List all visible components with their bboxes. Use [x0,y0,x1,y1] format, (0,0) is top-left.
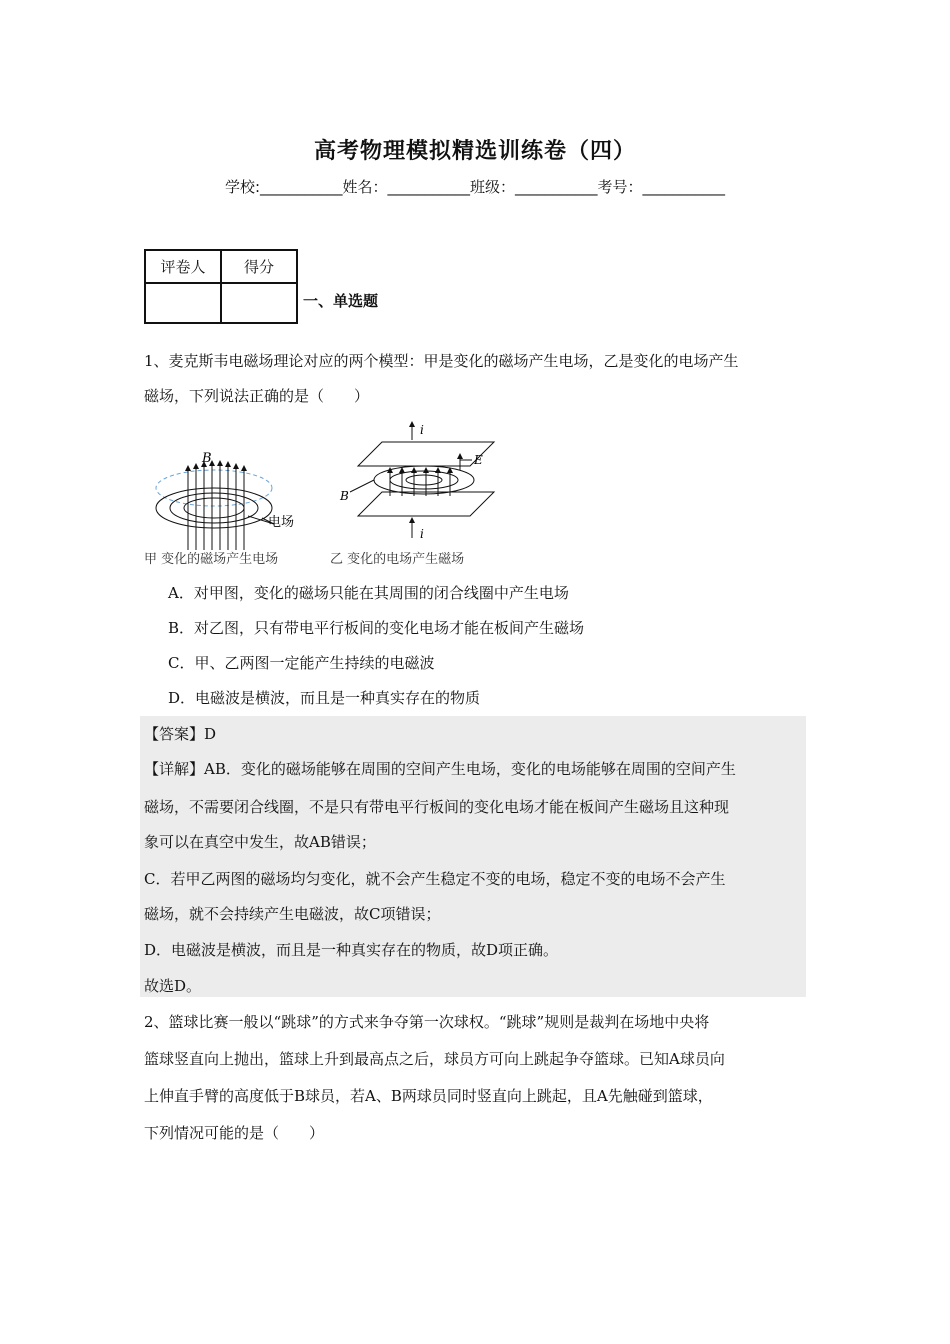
q1-option-a: A．对甲图，变化的磁场只能在其周围的闭合线圈中产生电场 [168,584,569,602]
section-title: 一、单选题 [303,292,379,310]
q2-stem-line: 篮球竖直向上抛出，篮球上升到最高点之后，球员方可向上跳起争夺篮球。已知A球员向 [144,1050,725,1068]
figure-b-diagram [350,424,494,538]
q1-stem-line-2: 磁场，下列说法正确的是（ ） [144,387,370,405]
score-cell [221,283,297,323]
q2-stem-line: 上伸直手臂的高度低于B球员，若A、B两球员同时竖直向上跳起，且A先触碰到篮球， [144,1087,713,1105]
student-info-line: 学校:___________姓名：___________班级：___________考号：___________ [224,178,726,196]
grader-header: 评卷人 [145,250,221,283]
q1-option-c: C．甲、乙两图一定能产生持续的电磁波 [168,654,435,672]
figure-a-diagram [156,463,274,550]
q1-analysis-line: 故选D。 [144,977,202,995]
q1-option-d: D．电磁波是横波，而且是一种真实存在的物质 [168,689,481,707]
q1-stem-line-1: 1、麦克斯韦电磁场理论对应的两个模型：甲是变化的磁场产生电场，乙是变化的电场产生 [144,352,739,370]
figure-b-label-e: E [474,453,483,467]
page-title: 高考物理模拟精选训练卷（四） [313,139,636,164]
q1-option-b: B．对乙图，只有带电平行板间的变化电场才能在板间产生磁场 [168,619,585,637]
q2-stem-line: 2、篮球比赛一般以“跳球”的方式来争夺第一次球权。“跳球”规则是裁判在场地中央将 [144,1013,710,1031]
figure-a-label-field: 电场 [268,515,295,530]
q1-analysis-line: D．电磁波是横波，而且是一种真实存在的物质，故D项正确。 [144,941,559,959]
q1-analysis-line: 象可以在真空中发生，故AB错误； [144,833,376,851]
grader-cell [145,283,221,323]
q1-analysis-line: 磁场，不需要闭合线圈，不是只有带电平行板间的变化电场才能在板间产生磁场且这种现 [144,798,730,816]
q1-analysis-line: C．若甲乙两图的磁场均匀变化，就不会产生稳定不变的电场，稳定不变的电场不会产生 [144,870,726,888]
figure-b-label-i-bottom: i [420,527,424,541]
q1-answer: 【答案】D [144,725,217,743]
score-header: 得分 [221,250,297,283]
figure-b-label-i-top: i [420,423,424,437]
q1-figure [144,420,504,570]
q1-analysis-line: 【详解】AB．变化的磁场能够在周围的空间产生电场，变化的电场能够在周围的空间产生 [144,760,736,778]
figure-b-label-b: B [340,489,349,503]
figure-a-label-b: B [202,451,212,466]
figure-b-caption: 乙 变化的电场产生磁场 [330,552,465,567]
figure-a-caption: 甲 变化的磁场产生电场 [144,552,279,567]
q2-stem-line: 下列情况可能的是（ ） [144,1124,325,1142]
q1-analysis-line: 磁场，就不会持续产生电磁波，故C项错误； [144,905,441,923]
score-table [144,249,298,324]
